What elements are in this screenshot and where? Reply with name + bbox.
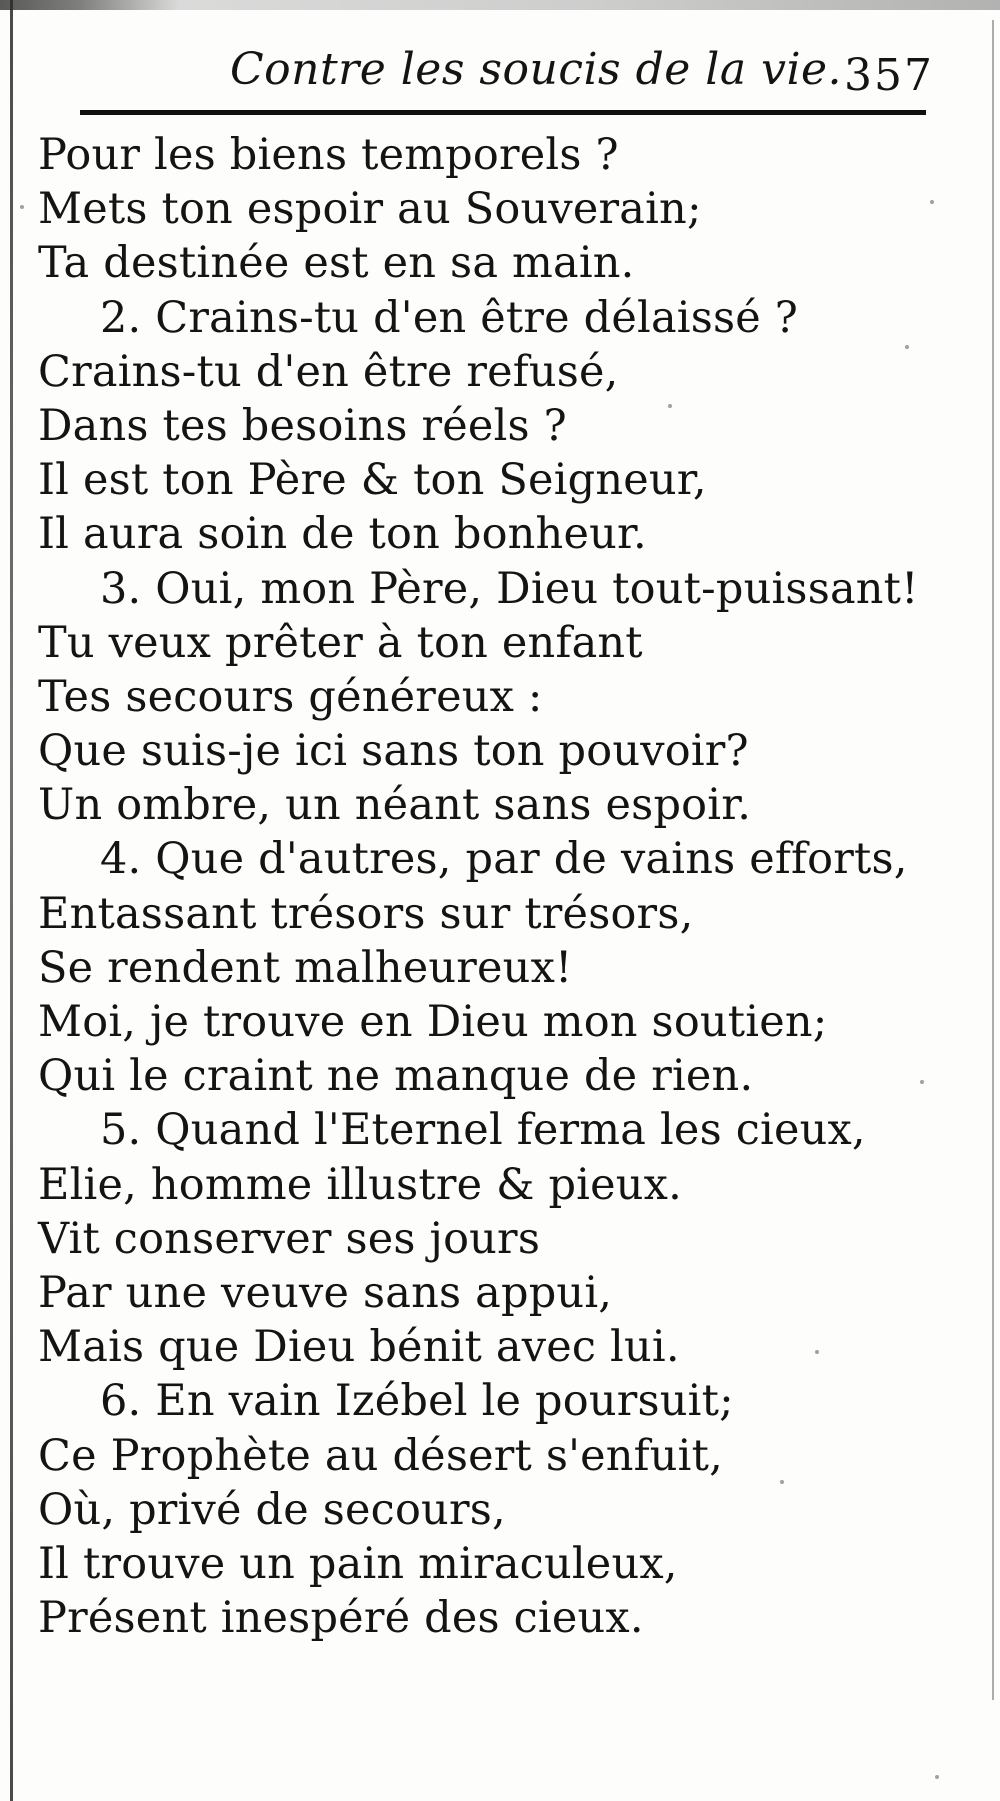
print-speck	[815, 1350, 819, 1354]
verse-line: Ce Prophète au désert s'enfuit,	[38, 1430, 723, 1481]
running-head	[80, 36, 940, 106]
verse-line: Mets ton espoir au Souverain;	[38, 184, 702, 235]
print-speck	[668, 404, 672, 408]
print-speck	[930, 200, 934, 204]
page-left-edge-shadow	[10, 0, 13, 1801]
verse-line: Il est ton Père & ton Seigneur,	[38, 455, 707, 506]
verse-line: Moi, je trouve en Dieu mon soutien;	[38, 997, 828, 1047]
stanza-first-line: 5. Quand l'Eternel ferma les cieux,	[100, 1105, 866, 1156]
print-speck	[780, 1480, 784, 1484]
stanza-first-line: 6. En vain Izébel le poursuit;	[100, 1376, 734, 1427]
verse-line: Où, privé de secours,	[38, 1484, 506, 1535]
verse-line: Se rendent malheureux!	[38, 942, 573, 993]
page-number: 357	[844, 50, 934, 101]
verse-line: Tu veux prêter à ton enfant	[38, 617, 643, 668]
stanza-first-line: 3. Oui, mon Père, Dieu tout-puissant!	[100, 563, 919, 614]
verse-line: Crains-tu d'en être refusé,	[38, 346, 619, 397]
stanza-first-line: 4. Que d'autres, par de vains efforts,	[100, 834, 908, 885]
verse-line: Que suis-je ici sans ton pouvoir?	[38, 726, 749, 777]
hymn-text	[38, 128, 968, 1645]
verse-line: Dans tes besoins réels ?	[38, 400, 567, 451]
header-rule	[80, 110, 926, 115]
verse-line: Il aura soin de ton bonheur.	[38, 509, 647, 560]
print-speck	[920, 1080, 924, 1084]
print-speck	[905, 345, 909, 349]
running-title: Contre les soucis de la vie.	[230, 44, 843, 95]
verse-line: Vit conserver ses jours	[38, 1213, 541, 1264]
verse-line: Il trouve un pain miraculeux,	[38, 1538, 678, 1589]
page-top-edge-shadow	[0, 0, 1000, 10]
verse-line: Qui le craint ne manque de rien.	[38, 1051, 754, 1102]
verse-line: Mais que Dieu bénit avec lui.	[38, 1322, 680, 1373]
verse-line: Présent inespéré des cieux.	[38, 1593, 644, 1644]
stanza-first-line: 2. Crains-tu d'en être délaissé ?	[100, 292, 799, 343]
verse-line: Un ombre, un néant sans espoir.	[38, 780, 752, 831]
verse-line: Par une veuve sans appui,	[38, 1267, 613, 1318]
print-speck	[935, 1775, 939, 1779]
verse-line: Entassant trésors sur trésors,	[38, 888, 694, 939]
verse-line: Ta destinée est en sa main.	[38, 238, 635, 289]
print-speck	[20, 205, 24, 209]
verse-line: Elie, homme illustre & pieux.	[38, 1159, 682, 1210]
page-right-edge-shadow	[992, 20, 994, 1700]
verse-line: Pour les biens temporels ?	[38, 130, 619, 180]
verse-line: Tes secours généreux :	[38, 671, 543, 722]
